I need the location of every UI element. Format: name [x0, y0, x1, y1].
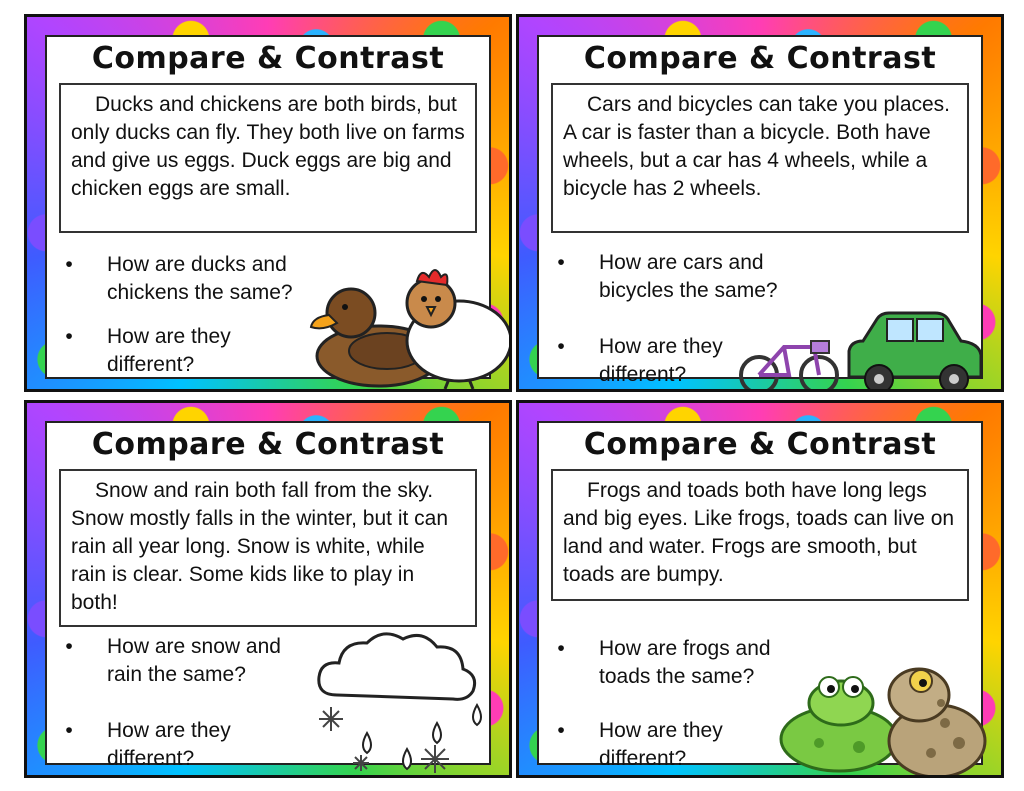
card-inner [537, 421, 983, 770]
card-ducks-chickens [24, 14, 512, 392]
card-snow-rain [24, 400, 512, 778]
chicken-eye-left [421, 296, 427, 302]
bullet: • [557, 335, 565, 358]
bullet: • [65, 253, 73, 276]
duck-chicken-illustration [309, 251, 512, 391]
frog-toad-illustration [769, 643, 989, 778]
card-frogs-toads [516, 400, 1004, 778]
bike-basket [811, 341, 829, 353]
bike-car-illustration [739, 307, 989, 392]
card-title: Compare & Contrast [91, 41, 445, 76]
question-different [59, 717, 309, 773]
question-text: How are cars and bicycles the same? [599, 251, 778, 302]
bullet: • [557, 637, 565, 660]
raindrop-icon [473, 705, 481, 725]
snowflake-icon [353, 755, 369, 771]
car-window-rear [917, 319, 943, 341]
bullet: • [557, 719, 565, 742]
card-cars-bicycles [516, 14, 1004, 392]
cloud-snow-rain-illustration [297, 623, 497, 778]
chicken-head [407, 279, 455, 327]
raindrop-icon [433, 723, 441, 743]
card-inner [45, 421, 491, 770]
duck-eye [342, 304, 348, 310]
bullet: • [557, 251, 565, 274]
card-title: Compare & Contrast [583, 427, 937, 462]
question-different [59, 323, 309, 379]
card-title: Compare & Contrast [583, 41, 937, 76]
card-passage: Frogs and toads both have long legs and big eyes. Like frogs, toads can live on land and water. Frogs are smooth, but toads are bumpy. [551, 469, 969, 601]
card-passage: Cars and bicycles can take you places. A car is faster than a bicycle. Both have wheels, but a car has 4 wheels, while a bicycle has 2 wheels. [551, 83, 969, 233]
question-text: How are frogs and toads the same? [599, 637, 771, 688]
chicken-eye-right [435, 296, 441, 302]
duck-head [327, 289, 375, 337]
raindrop-icon [363, 733, 371, 753]
cloud-icon [319, 634, 475, 699]
card-title: Compare & Contrast [91, 427, 445, 462]
question-same [59, 251, 309, 307]
card-inner [537, 35, 983, 386]
bullet: • [65, 719, 73, 742]
question-different [551, 717, 801, 773]
car-window-front [887, 319, 913, 341]
card-passage: Snow and rain both fall from the sky. Snow mostly falls in the winter, but it can rain all year long. Snow is white, while rain is clear. Some kids like to play in both! [59, 469, 477, 627]
bullet: • [65, 635, 73, 658]
question-text: How are snow and rain the same? [107, 635, 281, 686]
question-text: How are they different? [599, 335, 723, 386]
snowflake-icon [319, 707, 343, 731]
card-passage: Ducks and chickens are both birds, but only ducks can fly. They both live on farms and give us eggs. Duck eggs are big and chicken eggs are small. [59, 83, 477, 233]
snowflake-icon [421, 745, 449, 773]
bullet: • [65, 325, 73, 348]
raindrop-icon [403, 749, 411, 769]
question-text: How are ducks and chickens the same? [107, 253, 293, 304]
question-same [59, 633, 309, 689]
question-same [551, 635, 801, 691]
question-text: How are they different? [599, 719, 723, 770]
question-text: How are they different? [107, 719, 231, 770]
card-inner [45, 35, 491, 379]
question-text: How are they different? [107, 325, 231, 376]
question-same [551, 249, 801, 305]
